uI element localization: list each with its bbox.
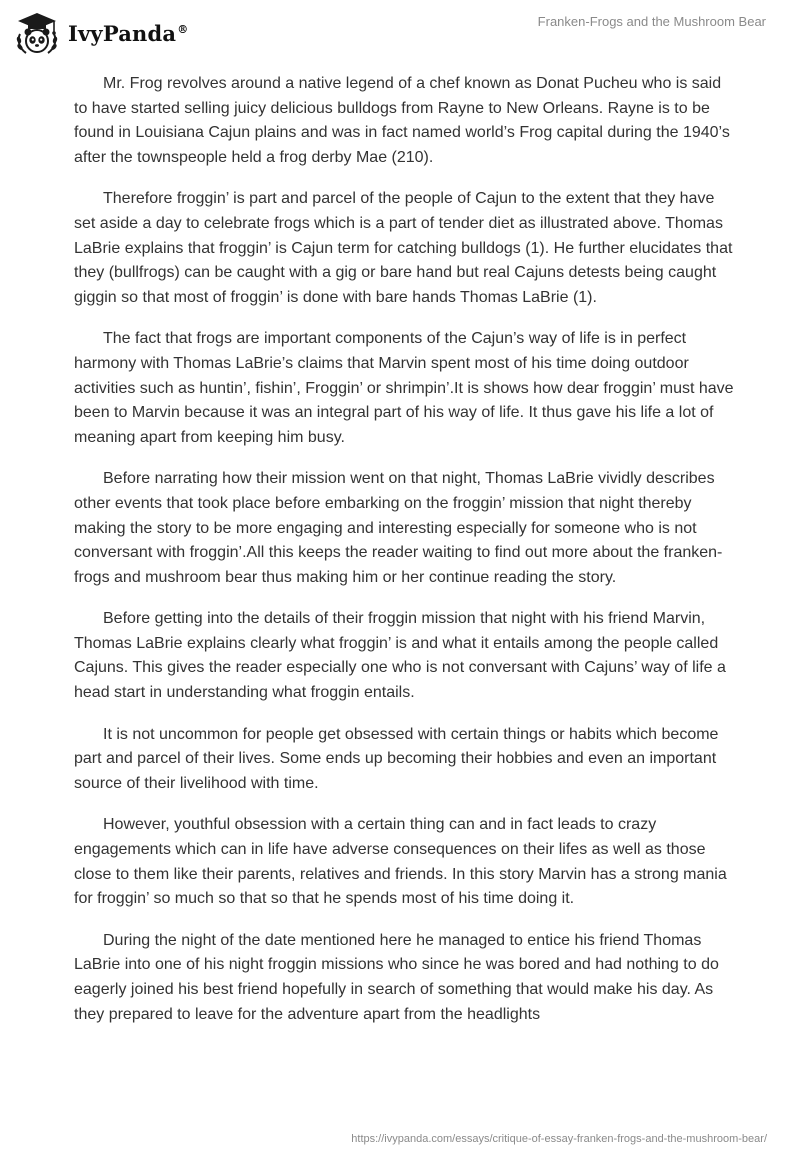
paragraph: However, youthful obsession with a certain thing can and in fact leads to crazy engagements which can in life have adverse consequences on their lifes as well as those close to them like their parents, relatives and friends. In this story Marvin has a strong mania for froggin’ so much so that so that he spends most of his time doing it. [74, 816, 727, 908]
essay-body [74, 72, 734, 1044]
document-title: Franken-Frogs and the Mushroom Bear [537, 14, 766, 29]
paragraph: The fact that frogs are important components of the Cajun’s way of life is in perfect harmony with Thomas LaBrie’s claims that Marvin spent most of his time doing outdoor activities such as huntin’, fishin’, Froggin’ or shrimpin’.It is shows how dear froggin’ must have been to Marvin because it was an integral part of his way of life. It thus gave his life a lot of meaning apart from keeping him busy. [74, 330, 734, 446]
paragraph: Before getting into the details of their froggin mission that night with his friend Marvin, Thomas LaBrie explains clearly what froggin’ is and what it entails among the people called Cajuns. This gives the reader especially one who is not conversant with Cajuns’ way of life a head start in understanding what froggin entails. [74, 610, 726, 702]
paragraph: Mr. Frog revolves around a native legend of a chef known as Donat Pucheu who is said to have started selling juicy delicious bulldogs from Rayne to New Orleans. Rayne is to be found in Louisiana Cajun plains and was in fact named world’s Frog capital during the 1940’s after the townspeople held a frog derby Mae (210). [74, 75, 730, 166]
page-header [0, 0, 800, 60]
logo-wordmark: IvyPanda® [68, 20, 189, 46]
source-url[interactable]: https://ivypanda.com/essays/critique-of-essay-franken-frogs-and-the-mushroom-bear/ [351, 1133, 767, 1145]
ivypanda-logo[interactable] [14, 8, 224, 58]
registered-mark: ® [177, 22, 189, 36]
paragraph: Before narrating how their mission went on that night, Thomas LaBrie vividly describes other events that took place before embarking on the froggin’ mission that night thereby making the story to be more engaging and interesting especially for someone who is not conversant with froggin’.All this keeps the reader waiting to find out more about the franken-frogs and mushroom bear thus making him or her continue reading the story. [74, 470, 723, 586]
paragraph: Therefore froggin’ is part and parcel of the people of Cajun to the extent that they have set aside a day to celebrate frogs which is a part of tender diet as illustrated above. Thomas LaBrie explains that froggin’ is Cajun term for catching bulldogs (1). He further elucidates that they (bullfrogs) can be caught with a gig or bare hand but real Cajuns detests being caught giggin so that most of froggin’ is done with bare hands Thomas LaBrie (1). [74, 190, 733, 306]
paragraph: It is not uncommon for people get obsessed with certain things or habits which become part and parcel of their lives. Some ends up becoming their hobbies and even an important source of their livelihood with time. [74, 725, 719, 792]
paragraph: During the night of the date mentioned here he managed to entice his friend Thomas LaBrie into one of his night froggin missions who since he was bored and had nothing to do eagerly joined his best friend hopefully in search of something that would make his day. As they prepared to leave for the adventure apart from the headlights [74, 931, 719, 1023]
panda-graduate-icon [14, 10, 60, 56]
